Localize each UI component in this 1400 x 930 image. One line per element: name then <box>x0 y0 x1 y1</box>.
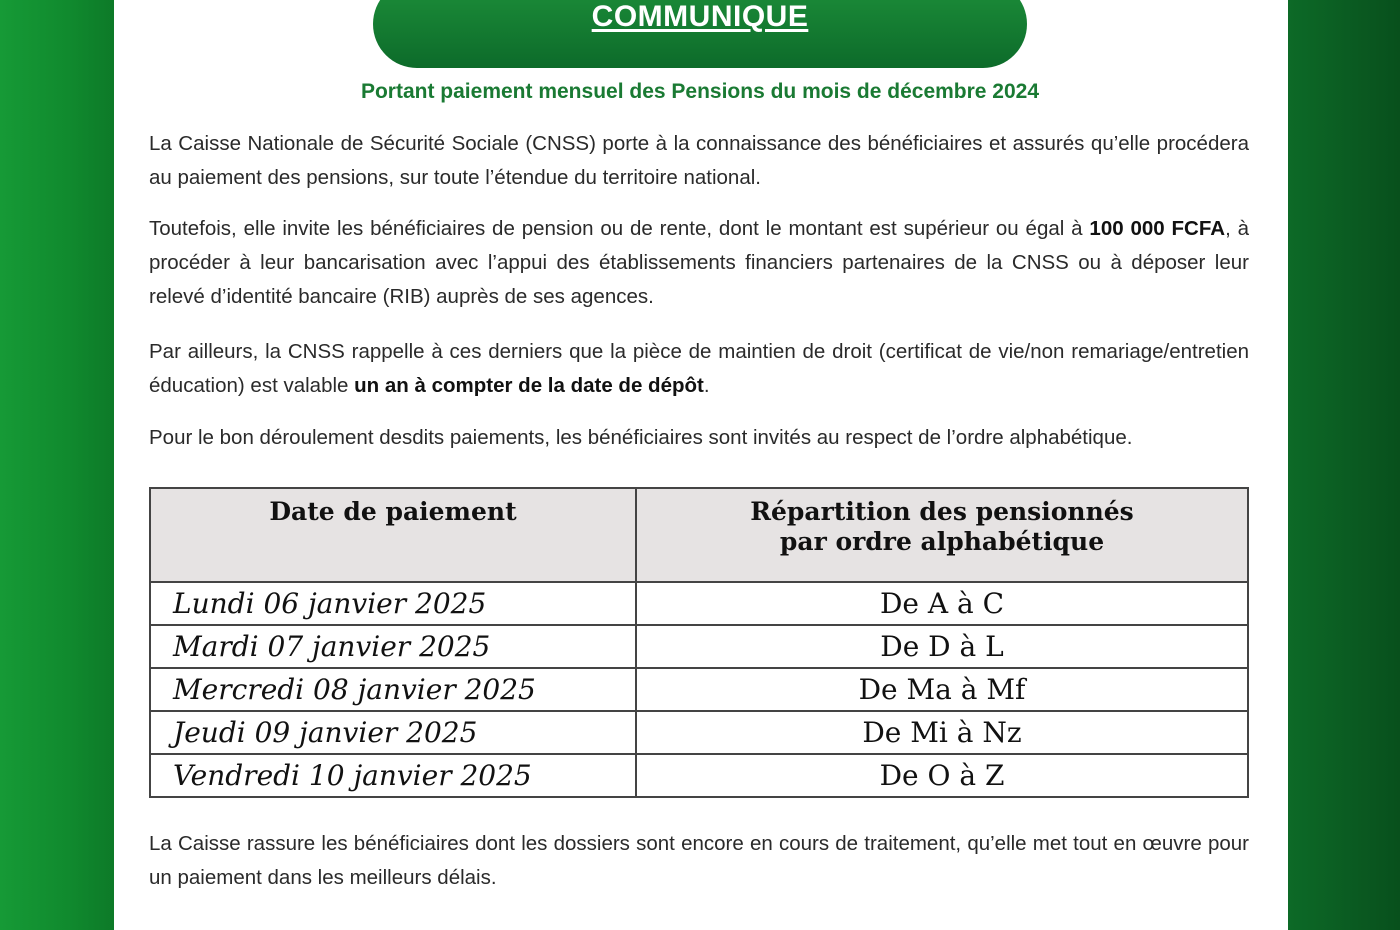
document-subtitle: Portant paiement mensuel des Pensions du mois de décembre 2024 <box>360 80 1040 103</box>
title-banner <box>373 0 1027 68</box>
right-green-border <box>1288 0 1400 930</box>
header-date: Date de paiement <box>150 488 636 582</box>
table-row <box>150 582 1248 625</box>
table-row <box>150 668 1248 711</box>
paragraph-text: . <box>703 374 710 397</box>
payment-date: Lundi 06 janvier 2025 <box>150 582 636 625</box>
paragraph-text: Toutefois, elle invite les bénéficiaires de pension ou de rente, dont le montant est supérieur ou égal à <box>149 217 1090 240</box>
paragraph-text: Par ailleurs, la CNSS rappelle à ces derniers que la pièce de maintien de droit (certificat de vie/non remariage/entretien éducation) est valable <box>149 340 1249 397</box>
alphabet-range: De D à L <box>636 625 1248 668</box>
amount-threshold: 100 000 FCFA <box>1089 217 1226 240</box>
header-range-line2: par ordre alphabétique <box>779 527 1105 556</box>
paragraph-certificate <box>149 335 1249 403</box>
header-range-line1: Répartition des pensionnés <box>750 497 1134 526</box>
document-title: COMMUNIQUE <box>591 0 809 33</box>
paragraph-text: , à procéder à leur bancarisation avec l’appui des établissements financiers partenaires de la CNSS ou à déposer leur relevé d’identité bancaire (RIB) auprès de ses agences. <box>149 217 1250 308</box>
alphabet-range: De Ma à Mf <box>636 668 1248 711</box>
left-green-border <box>0 0 114 930</box>
payment-schedule-table <box>149 487 1249 798</box>
table-row <box>150 754 1248 797</box>
payment-date: Vendredi 10 janvier 2025 <box>150 754 636 797</box>
table-header-row <box>150 488 1248 582</box>
alphabet-range: De O à Z <box>636 754 1248 797</box>
table-row <box>150 625 1248 668</box>
alphabet-range: De Mi à Nz <box>636 711 1248 754</box>
table-row <box>150 711 1248 754</box>
alphabet-range: De A à C <box>636 582 1248 625</box>
validity-period: un an à compter de la date de dépôt <box>354 374 704 397</box>
paragraph-reassurance: La Caisse rassure les bénéficiaires dont les dossiers sont encore en cours de traitement, qu’elle met tout en œuvre pour un paiement dans les meilleurs délais. <box>149 832 1249 889</box>
payment-date: Mercredi 08 janvier 2025 <box>150 668 636 711</box>
header-range <box>636 488 1248 582</box>
paragraph-bank-account <box>149 212 1249 314</box>
payment-date: Jeudi 09 janvier 2025 <box>150 711 636 754</box>
paragraph-announcement: La Caisse Nationale de Sécurité Sociale (CNSS) porte à la connaissance des bénéficiaires et assurés qu’elle procédera au paiement des pensions, sur toute l’étendue du territoire national. <box>149 132 1249 189</box>
paragraph-order: Pour le bon déroulement desdits paiements, les bénéficiaires sont invités au respect de l’ordre alphabétique. <box>149 426 1133 449</box>
payment-date: Mardi 07 janvier 2025 <box>150 625 636 668</box>
